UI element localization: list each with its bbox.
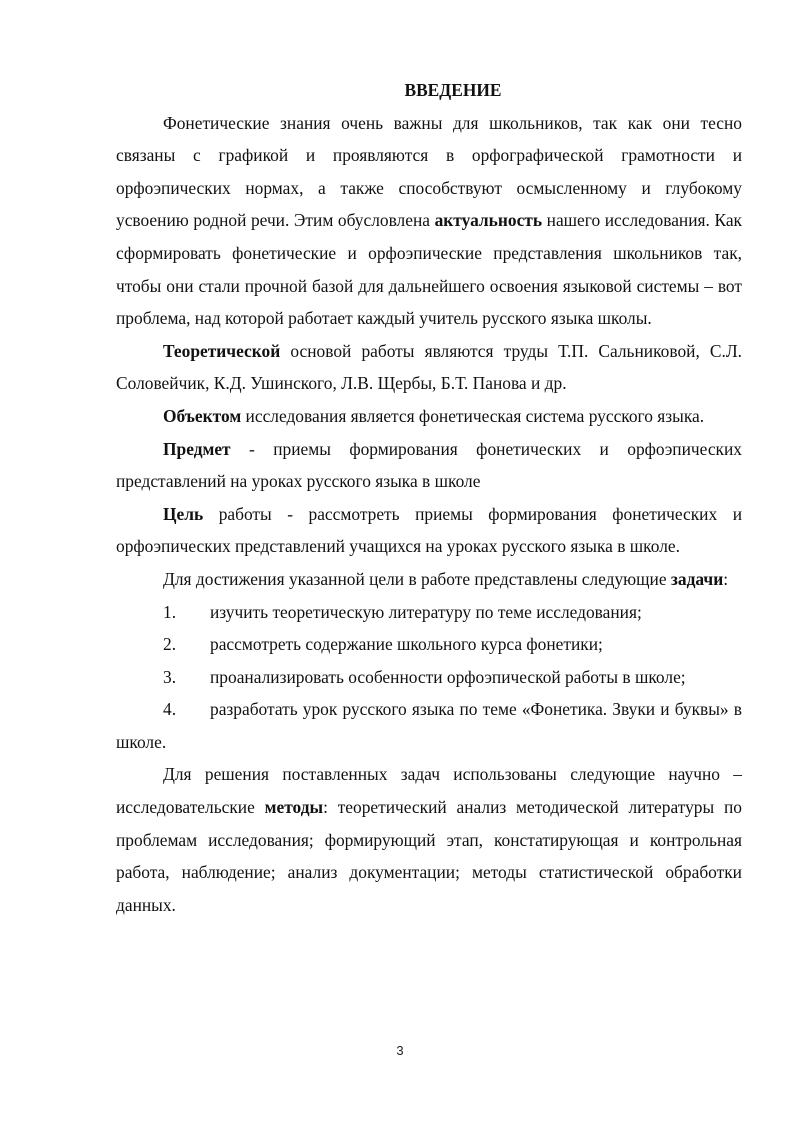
page-number: 3 [396, 1043, 404, 1058]
list-item-number: 1. [163, 601, 177, 622]
term-methods: методы [264, 797, 324, 818]
section-title: ВВЕДЕНИЕ [404, 80, 502, 100]
paragraph-object [116, 400, 742, 433]
paragraph-tasks-intro-text: Для достижения указанной цели в работе представлены следующие [163, 568, 671, 589]
list-item-text: рассмотреть содержание школьного курса фонетики; [210, 634, 603, 655]
list-item-number: 2. [163, 634, 177, 655]
list-item [116, 628, 742, 661]
paragraph-subject-text: - приемы формирования фонетических и орфоэпических представлений на уроках русского языка в школе [116, 438, 742, 492]
list-item [116, 661, 742, 694]
paragraph-theory [116, 335, 742, 400]
list-item [116, 596, 742, 629]
paragraph-relevance-text-2: нашего исследования. Как сформировать фонетические и орфоэпические представления школьников так, чтобы они стали прочной базой для дальнейшего освоения языковой системы – вот проблема, над которой работает каждый учитель русского языка школы. [116, 210, 742, 329]
list-item-text: проанализировать особенности орфоэпической работы в школе; [210, 666, 686, 687]
paragraph-methods [116, 758, 742, 921]
paragraph-relevance-text-1: Фонетические знания очень важны для школьников, так как они тесно связаны с графикой и проявляются в орфографической грамотности и орфоэпических нормах, а также способствуют осмысленному и глубокому усвоению родной речи. Этим обусловлена [116, 112, 742, 231]
paragraph-tasks-intro [116, 563, 742, 596]
paragraph-theory-text: основой работы являются труды Т.П. Сальниковой, С.Л. Соловейчик, К.Д. Ушинского, Л.В. Щербы, Б.Т. Панова и др. [116, 340, 742, 394]
paragraph-methods-tail: : теоретический анализ методической литературы по проблемам исследования; формирующий этап, констатирующая и контрольная работа, наблюдение; анализ документации; методы статистической обработки данных. [116, 797, 742, 915]
paragraph-relevance [116, 107, 742, 335]
paragraph-goal-text: работы - рассмотреть приемы формирования фонетических и орфоэпических представлений учащихся на уроках русского языка в школе. [116, 503, 742, 557]
paragraph-subject [116, 433, 742, 498]
term-object: Объектом [163, 405, 242, 426]
term-relevance: актуальность [434, 210, 543, 231]
term-theory: Теоретической [163, 340, 281, 361]
paragraph-tasks-intro-tail: : [723, 568, 729, 589]
paragraph-methods-text: Для решения поставленных задач использованы следующие научно – исследовательские [116, 764, 742, 818]
paragraph-goal [116, 498, 742, 563]
term-tasks: задачи [670, 568, 724, 589]
list-item-number: 4. [163, 699, 177, 720]
list-item-number: 3. [163, 666, 177, 687]
term-subject: Предмет [163, 438, 231, 459]
paragraph-object-text: исследования является фонетическая система русского языка. [241, 405, 705, 426]
document-page [116, 74, 742, 921]
list-item-text: изучить теоретическую литературу по теме исследования; [210, 601, 642, 622]
term-goal: Цель [163, 503, 204, 524]
list-item [116, 693, 742, 758]
list-item-text: разработать урок русского языка по теме «Фонетика. Звуки и буквы» в школе. [116, 699, 742, 752]
